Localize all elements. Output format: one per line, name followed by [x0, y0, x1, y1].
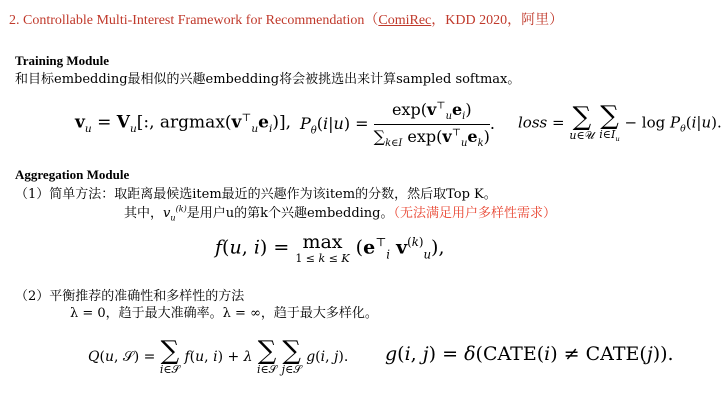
slide-title: [9, 9, 563, 29]
aggregation-heading: Aggregation Module: [15, 167, 130, 182]
method2-text: （2）平衡推荐的准确性和多样性的方法: [15, 289, 245, 304]
title-suffix: ，KDD 2020，阿里）: [431, 13, 564, 28]
method1-note: 其中，$v_u^{(k)}$是用户u的第k个兴趣embedding。（无法满足用户多样性需求）: [124, 204, 557, 223]
method1-note-red: （无法满足用户多样性需求）: [393, 206, 557, 221]
formula-argmax: $v_u = V_u$[:, $argmax(v^⊤_ue_i)$],: [75, 112, 292, 136]
training-description: 和目标embedding最相似的兴趣embedding将会被挑选出来计算sampled softmax。: [15, 72, 521, 87]
method1-note-mid: 是用户u的第k个兴趣embedding。: [186, 206, 394, 221]
formula-q: Q(u, 𝒮) = ∑ i∈𝒮 f(u, i) + λ ∑ i∈𝒮 ∑ j∈𝒮 g(i, j).: [88, 336, 349, 376]
formula-softmax: $P_\theta(i|u)$ = $\frac{\exp(v^⊤_ue_i)}{\sum_{k\in I} \exp(v^⊤_ue_k)}$ .: [300, 100, 495, 150]
method1-text: （1）简单方法：取距离最候选item最近的兴趣作为该item的分数，然后取Top K。: [15, 187, 497, 202]
title-prefix: 2. Controllable Multi-Interest Framework for Recommendation（: [9, 13, 379, 28]
title-ref-link[interactable]: ComiRec: [378, 13, 432, 28]
formula-g: g(i, j) = δ(CATE(i) ≠ CATE(j)).: [385, 343, 674, 365]
training-heading: Training Module: [15, 53, 110, 68]
method1-note-prefix: 其中，: [124, 206, 164, 221]
method2-detail: λ = 0，趋于最大准确率。λ = ∞，趋于最大多样化。: [70, 306, 378, 321]
formula-loss: loss = ∑ u∈𝒰 ∑ $i\in I_u$ − $\log P_\theta(i|u)$.: [518, 101, 722, 144]
formula-max: f(u, i) = max 1 ≤ k ≤ K ($e^⊤_i$ $v^{(k)}_u$),: [215, 231, 445, 265]
